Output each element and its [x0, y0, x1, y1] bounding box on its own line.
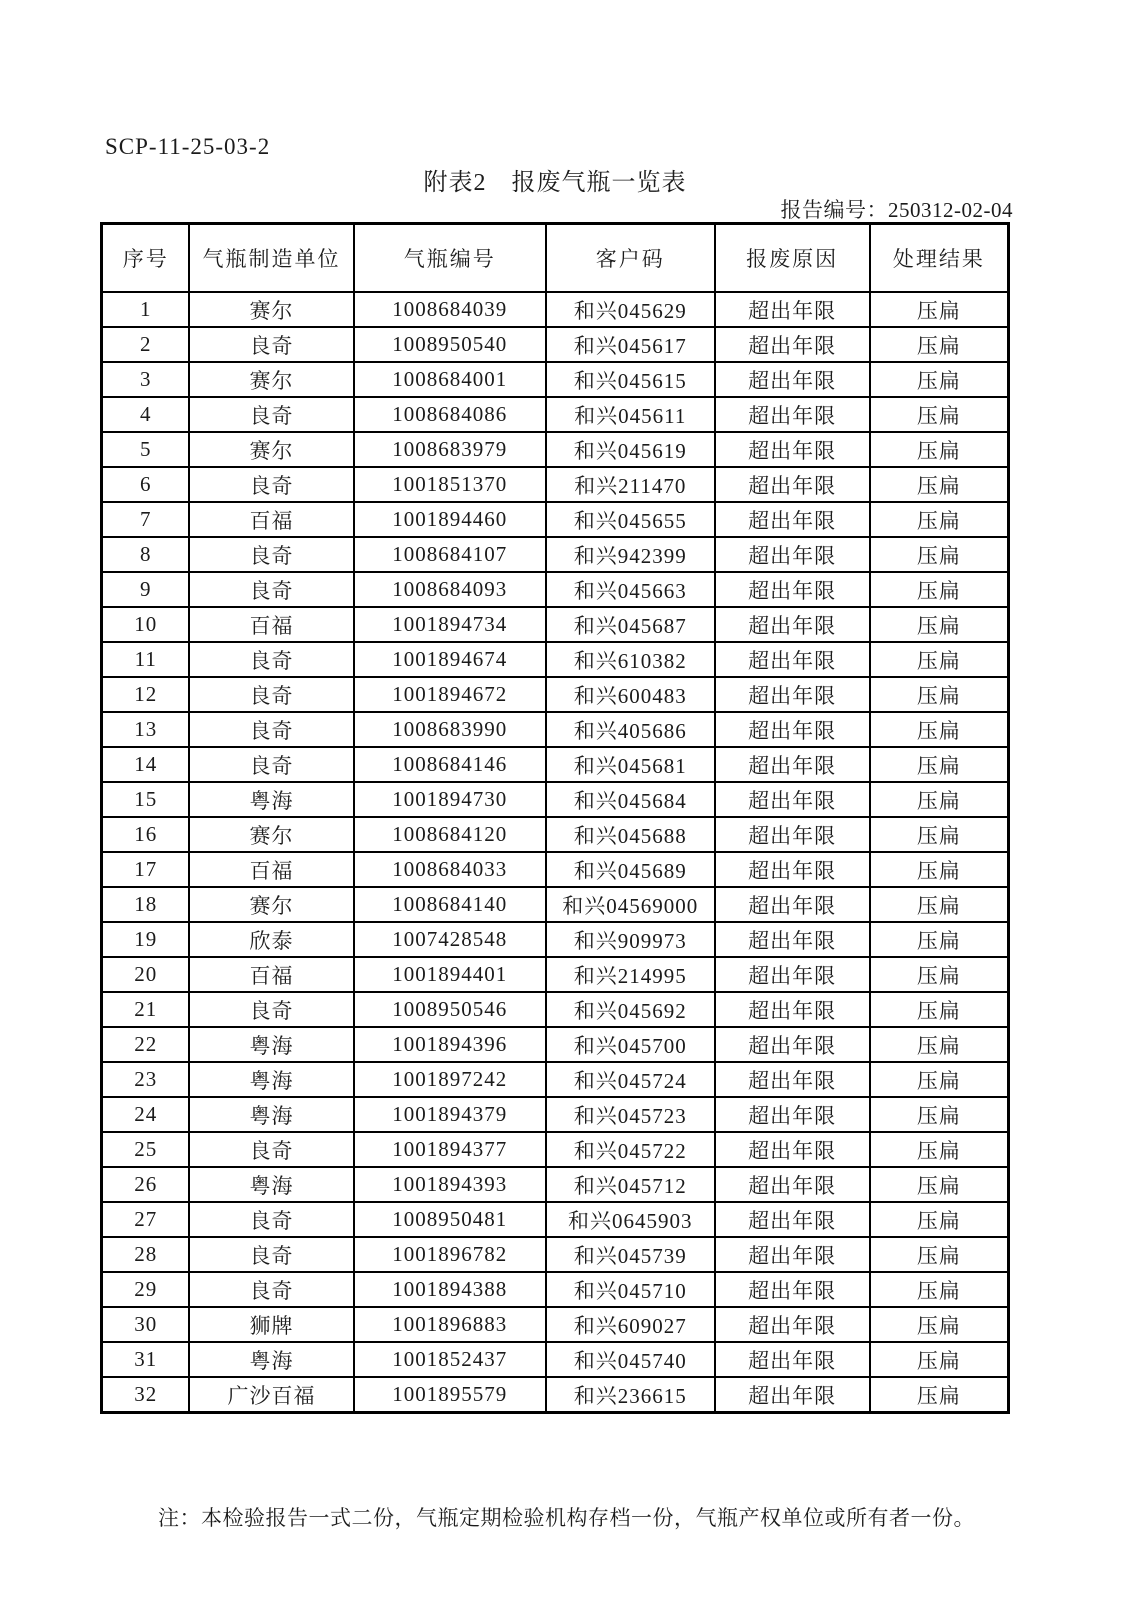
- table-cell: 32: [102, 1377, 190, 1413]
- table-row: [102, 1377, 1009, 1413]
- table-cell: 2: [102, 327, 190, 362]
- table-cell: 1001894396: [354, 1027, 546, 1062]
- table-cell: 压扁: [870, 782, 1009, 817]
- table-cell: 压扁: [870, 537, 1009, 572]
- table-row: [102, 992, 1009, 1027]
- table-cell: 粤海: [189, 1342, 353, 1377]
- table-cell: 13: [102, 712, 190, 747]
- table-row: [102, 327, 1009, 362]
- table-cell: 压扁: [870, 397, 1009, 432]
- table-cell: 狮牌: [189, 1307, 353, 1342]
- table-cell: 压扁: [870, 327, 1009, 362]
- table-cell: 百福: [189, 957, 353, 992]
- table-cell: 和兴045617: [546, 327, 715, 362]
- table-cell: 1008684146: [354, 747, 546, 782]
- table-cell: 5: [102, 432, 190, 467]
- table-cell: 1008684086: [354, 397, 546, 432]
- table-cell: 良奇: [189, 467, 353, 502]
- table-cell: 压扁: [870, 712, 1009, 747]
- table-cell: 赛尔: [189, 362, 353, 397]
- table-cell: 压扁: [870, 642, 1009, 677]
- table-cell: 1008683979: [354, 432, 546, 467]
- table-cell: 1001894379: [354, 1097, 546, 1132]
- table-cell: 22: [102, 1027, 190, 1062]
- table-cell: 29: [102, 1272, 190, 1307]
- table-cell: 超出年限: [715, 1027, 870, 1062]
- table-row: [102, 1202, 1009, 1237]
- table-row: [102, 852, 1009, 887]
- table-cell: 压扁: [870, 1132, 1009, 1167]
- table-cell: 超出年限: [715, 1062, 870, 1097]
- table-cell: 7: [102, 502, 190, 537]
- table-cell: 10: [102, 607, 190, 642]
- table-cell: 1007428548: [354, 922, 546, 957]
- table-cell: 12: [102, 677, 190, 712]
- table-cell: 压扁: [870, 1377, 1009, 1413]
- table-cell: 百福: [189, 852, 353, 887]
- table-cell: 1001896782: [354, 1237, 546, 1272]
- table-cell: 和兴045710: [546, 1272, 715, 1307]
- table-cell: 超出年限: [715, 327, 870, 362]
- table-cell: 和兴045663: [546, 572, 715, 607]
- table-cell: 超出年限: [715, 887, 870, 922]
- table-cell: 1001894377: [354, 1132, 546, 1167]
- table-header-row: [102, 224, 1009, 293]
- table-cell: 和兴045615: [546, 362, 715, 397]
- table-cell: 超出年限: [715, 537, 870, 572]
- table-cell: 粤海: [189, 1027, 353, 1062]
- table-cell: 超出年限: [715, 1202, 870, 1237]
- table-cell: 23: [102, 1062, 190, 1097]
- table-cell: 超出年限: [715, 1377, 870, 1413]
- table-cell: 3: [102, 362, 190, 397]
- table-cell: 1008684001: [354, 362, 546, 397]
- table-cell: 1008684140: [354, 887, 546, 922]
- table-cell: 压扁: [870, 992, 1009, 1027]
- table-cell: 超出年限: [715, 1167, 870, 1202]
- table-row: [102, 782, 1009, 817]
- table-row: [102, 467, 1009, 502]
- table-cell: 良奇: [189, 572, 353, 607]
- table-cell: 良奇: [189, 1237, 353, 1272]
- table-cell: 1008684039: [354, 292, 546, 327]
- table-cell: 和兴045655: [546, 502, 715, 537]
- report-number: [781, 194, 1014, 224]
- doc-code: SCP-11-25-03-2: [105, 134, 271, 159]
- table-cell: 和兴045684: [546, 782, 715, 817]
- table-cell: 超出年限: [715, 362, 870, 397]
- table-cell: 16: [102, 817, 190, 852]
- table-cell: 超出年限: [715, 992, 870, 1027]
- table-cell: 欣泰: [189, 922, 353, 957]
- table-row: [102, 747, 1009, 782]
- table-cell: 31: [102, 1342, 190, 1377]
- table-cell: 和兴045681: [546, 747, 715, 782]
- table-cell: 17: [102, 852, 190, 887]
- table-cell: 压扁: [870, 502, 1009, 537]
- table-cell: 超出年限: [715, 292, 870, 327]
- table-cell: 和兴942399: [546, 537, 715, 572]
- table-row: [102, 572, 1009, 607]
- table-row: [102, 502, 1009, 537]
- table-cell: 和兴045688: [546, 817, 715, 852]
- table-cell: 良奇: [189, 397, 353, 432]
- table-cell: 1008950546: [354, 992, 546, 1027]
- table-cell: 1001852437: [354, 1342, 546, 1377]
- table-cell: 超出年限: [715, 607, 870, 642]
- table-cell: 超出年限: [715, 922, 870, 957]
- table-cell: 超出年限: [715, 1097, 870, 1132]
- table-cell: 和兴211470: [546, 467, 715, 502]
- table-cell: 1001894674: [354, 642, 546, 677]
- table-cell: 1001894401: [354, 957, 546, 992]
- table-cell: 26: [102, 1167, 190, 1202]
- table-cell: 1001896883: [354, 1307, 546, 1342]
- table-cell: 和兴610382: [546, 642, 715, 677]
- table-cell: 14: [102, 747, 190, 782]
- table-cell: 压扁: [870, 362, 1009, 397]
- column-header-cylinder-no: 气瓶编号: [354, 224, 546, 293]
- table-cell: 良奇: [189, 992, 353, 1027]
- column-header-index: 序号: [102, 224, 190, 293]
- table-cell: 赛尔: [189, 887, 353, 922]
- table-cell: 超出年限: [715, 782, 870, 817]
- table-cell: 11: [102, 642, 190, 677]
- table-cell: 压扁: [870, 1027, 1009, 1062]
- table-cell: 压扁: [870, 1307, 1009, 1342]
- table-cell: 压扁: [870, 817, 1009, 852]
- table-row: [102, 607, 1009, 642]
- table-cell: 8: [102, 537, 190, 572]
- table-row: [102, 1097, 1009, 1132]
- column-header-manufacturer: 气瓶制造单位: [189, 224, 353, 293]
- table-cell: 1008684120: [354, 817, 546, 852]
- table-cell: 超出年限: [715, 852, 870, 887]
- table-row: [102, 292, 1009, 327]
- table-cell: 超出年限: [715, 397, 870, 432]
- table-cell: 1001894460: [354, 502, 546, 537]
- table-cell: 赛尔: [189, 817, 353, 852]
- table-cell: 1001894672: [354, 677, 546, 712]
- table-cell: 压扁: [870, 887, 1009, 922]
- table-row: [102, 1342, 1009, 1377]
- table-cell: 超出年限: [715, 432, 870, 467]
- table-row: [102, 642, 1009, 677]
- table-cell: 28: [102, 1237, 190, 1272]
- table-row: [102, 362, 1009, 397]
- table-cell: 超出年限: [715, 642, 870, 677]
- table-cell: 和兴045712: [546, 1167, 715, 1202]
- table-cell: 和兴609027: [546, 1307, 715, 1342]
- table-cell: 1008684093: [354, 572, 546, 607]
- table-cell: 和兴0645903: [546, 1202, 715, 1237]
- table-cell: 良奇: [189, 747, 353, 782]
- table-cell: 1008950481: [354, 1202, 546, 1237]
- table-row: [102, 1307, 1009, 1342]
- table-cell: 良奇: [189, 677, 353, 712]
- table-cell: 粤海: [189, 1062, 353, 1097]
- table-cell: 4: [102, 397, 190, 432]
- table-cell: 27: [102, 1202, 190, 1237]
- table-cell: 良奇: [189, 1132, 353, 1167]
- table-cell: 1001897242: [354, 1062, 546, 1097]
- table-cell: 良奇: [189, 327, 353, 362]
- table-cell: 压扁: [870, 922, 1009, 957]
- table-cell: 和兴236615: [546, 1377, 715, 1413]
- table-cell: 超出年限: [715, 957, 870, 992]
- table-cell: 良奇: [189, 712, 353, 747]
- table-cell: 超出年限: [715, 712, 870, 747]
- table-cell: 压扁: [870, 747, 1009, 782]
- table-cell: 压扁: [870, 957, 1009, 992]
- table-cell: 和兴045722: [546, 1132, 715, 1167]
- table-cell: 和兴405686: [546, 712, 715, 747]
- table-cell: 1001851370: [354, 467, 546, 502]
- table-cell: 9: [102, 572, 190, 607]
- table-cell: 超出年限: [715, 572, 870, 607]
- table-cell: 压扁: [870, 292, 1009, 327]
- table-cell: 和兴909973: [546, 922, 715, 957]
- table-row: [102, 1272, 1009, 1307]
- table-cell: 压扁: [870, 1272, 1009, 1307]
- table-cell: 和兴045692: [546, 992, 715, 1027]
- table-cell: 粤海: [189, 782, 353, 817]
- table-cell: 19: [102, 922, 190, 957]
- table-cell: 1001894734: [354, 607, 546, 642]
- table-cell: 超出年限: [715, 1132, 870, 1167]
- table-cell: 压扁: [870, 467, 1009, 502]
- table-row: [102, 432, 1009, 467]
- table-cell: 和兴045687: [546, 607, 715, 642]
- table-cell: 超出年限: [715, 677, 870, 712]
- table-cell: 和兴214995: [546, 957, 715, 992]
- table-cell: 24: [102, 1097, 190, 1132]
- table-cell: 百福: [189, 502, 353, 537]
- table-cell: 良奇: [189, 1202, 353, 1237]
- table-row: [102, 1027, 1009, 1062]
- table-row: [102, 922, 1009, 957]
- table-body: [102, 292, 1009, 1413]
- table-cell: 15: [102, 782, 190, 817]
- column-header-result: 处理结果: [870, 224, 1009, 293]
- table-cell: 1001895579: [354, 1377, 546, 1413]
- table-cell: 和兴045724: [546, 1062, 715, 1097]
- table-cell: 和兴045689: [546, 852, 715, 887]
- table-cell: 1008683990: [354, 712, 546, 747]
- report-number-label: 报告编号：: [780, 198, 888, 222]
- table-cell: 和兴04569000: [546, 887, 715, 922]
- table-cell: 18: [102, 887, 190, 922]
- table-cell: 超出年限: [715, 747, 870, 782]
- table-cell: 压扁: [870, 432, 1009, 467]
- table-cell: 1008684107: [354, 537, 546, 572]
- table-cell: 和兴045619: [546, 432, 715, 467]
- table-row: [102, 677, 1009, 712]
- table-cell: 压扁: [870, 852, 1009, 887]
- table-cell: 和兴600483: [546, 677, 715, 712]
- table-cell: 压扁: [870, 1097, 1009, 1132]
- table-cell: 压扁: [870, 1202, 1009, 1237]
- table-cell: 和兴045700: [546, 1027, 715, 1062]
- scrapped-cylinder-table: [100, 222, 1010, 1414]
- table-row: [102, 397, 1009, 432]
- table-cell: 和兴045723: [546, 1097, 715, 1132]
- table-cell: 30: [102, 1307, 190, 1342]
- table-cell: 百福: [189, 607, 353, 642]
- table-cell: 压扁: [870, 1062, 1009, 1097]
- table-cell: 25: [102, 1132, 190, 1167]
- table-cell: 1008950540: [354, 327, 546, 362]
- table-cell: 超出年限: [715, 1342, 870, 1377]
- table-row: [102, 1132, 1009, 1167]
- table-row: [102, 537, 1009, 572]
- table-cell: 超出年限: [715, 502, 870, 537]
- table-row: [102, 1062, 1009, 1097]
- table-cell: 粤海: [189, 1167, 353, 1202]
- table-cell: 压扁: [870, 1167, 1009, 1202]
- table-cell: 广沙百福: [189, 1377, 353, 1413]
- table-cell: 良奇: [189, 1272, 353, 1307]
- table-cell: 1008684033: [354, 852, 546, 887]
- table-row: [102, 887, 1009, 922]
- table-cell: 20: [102, 957, 190, 992]
- table-cell: 6: [102, 467, 190, 502]
- table-cell: 超出年限: [715, 817, 870, 852]
- table-cell: 赛尔: [189, 432, 353, 467]
- table-cell: 和兴045629: [546, 292, 715, 327]
- table-cell: 超出年限: [715, 1237, 870, 1272]
- table-cell: 良奇: [189, 642, 353, 677]
- table-cell: 压扁: [870, 1342, 1009, 1377]
- table-cell: 1: [102, 292, 190, 327]
- table-row: [102, 712, 1009, 747]
- table-cell: 压扁: [870, 572, 1009, 607]
- table-cell: 赛尔: [189, 292, 353, 327]
- table-cell: 21: [102, 992, 190, 1027]
- table-cell: 压扁: [870, 677, 1009, 712]
- column-header-customer-code: 客户码: [546, 224, 715, 293]
- report-number-value: 250312-02-04: [888, 198, 1013, 222]
- table-cell: 超出年限: [715, 1272, 870, 1307]
- table-cell: 压扁: [870, 607, 1009, 642]
- page-title: 附表2 报废气瓶一览表: [423, 170, 687, 196]
- table-row: [102, 1167, 1009, 1202]
- footnote: 注：本检验报告一式二份，气瓶定期检验机构存档一份，气瓶产权单位或所有者一份。: [158, 1506, 975, 1530]
- table-cell: 1001894730: [354, 782, 546, 817]
- table-cell: 压扁: [870, 1237, 1009, 1272]
- column-header-scrap-reason: 报废原因: [715, 224, 870, 293]
- table-row: [102, 1237, 1009, 1272]
- table-cell: 超出年限: [715, 1307, 870, 1342]
- table-cell: 1001894388: [354, 1272, 546, 1307]
- table-cell: 良奇: [189, 537, 353, 572]
- table-row: [102, 957, 1009, 992]
- table-cell: 1001894393: [354, 1167, 546, 1202]
- table-cell: 粤海: [189, 1097, 353, 1132]
- table-cell: 超出年限: [715, 467, 870, 502]
- table-row: [102, 817, 1009, 852]
- table-cell: 和兴045611: [546, 397, 715, 432]
- table-cell: 和兴045739: [546, 1237, 715, 1272]
- table-cell: 和兴045740: [546, 1342, 715, 1377]
